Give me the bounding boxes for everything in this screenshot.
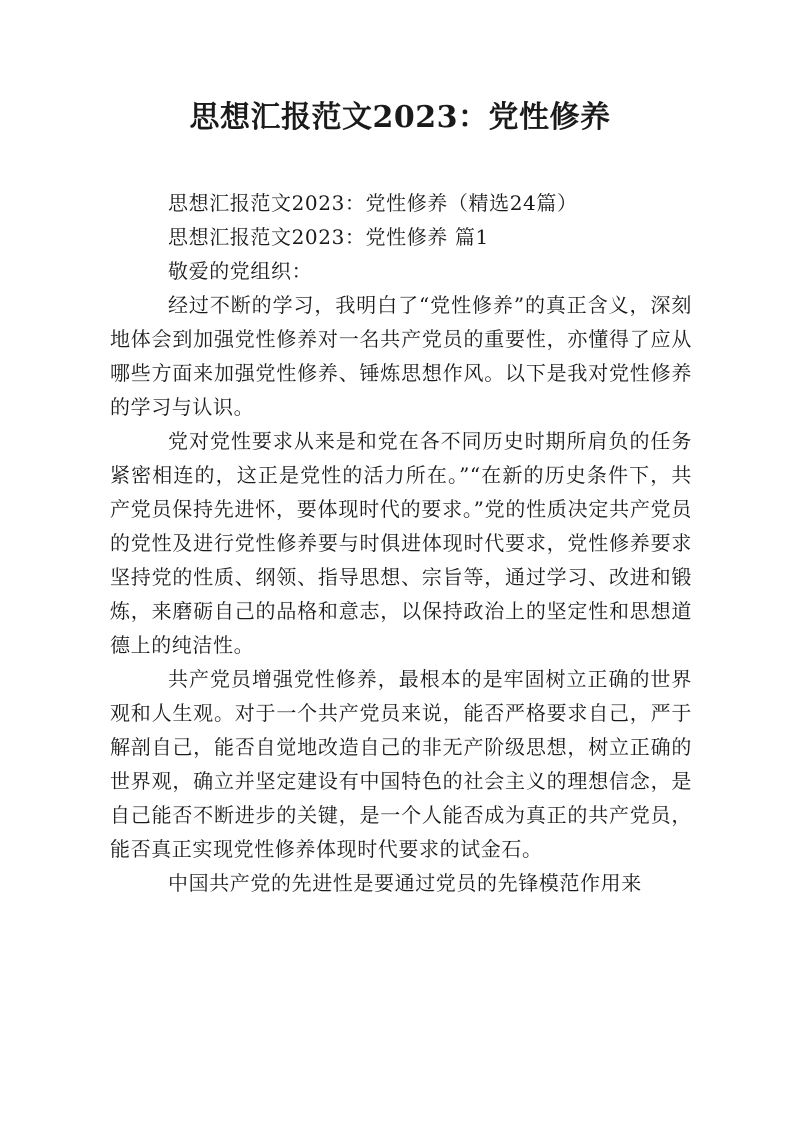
body-paragraph: 党对党性要求从来是和党在各不同历史时期所肩负的任务紧密相连的，这正是党性的活力所在。”“在新的历史条件下，共产党员保持先进怀，要体现时代的要求。”党的性质决定共产党员的党性及进行党性修养要与时俱进体现时代要求，党性修养要求坚持党的性质、纲领、指导思想、宗旨等，通过学习、改进和锻炼，来磨砺自己的品格和意志，以保持政治上的坚定性和思想道德上的纯洁性。 xyxy=(110,429,692,657)
body-paragraph: 共产党员增强党性修养，最根本的是牢固树立正确的世界观和人生观。对于一个共产党员来说，能否严格要求自己，严于解剖自己，能否自觉地改造自己的非无产阶级思想，树立正确的世界观，确立并坚定建设有中国特色的社会主义的理想信念，是自己能否不断进步的关键，是一个人能否成为真正的共产党员，能否真正实现党性修养体现时代要求的试金石。 xyxy=(110,667,692,861)
salutation: 敬爱的党组织： xyxy=(168,259,313,283)
subtitle-line: 思想汇报范文2023：党性修养（精选24篇） xyxy=(168,191,578,215)
document-title: 思想汇报范文2023：党性修养 xyxy=(189,100,611,135)
body-paragraph: 中国共产党的先进性是要通过党员的先锋模范作用来 xyxy=(168,871,642,895)
section-heading: 思想汇报范文2023：党性修养 篇1 xyxy=(168,225,489,249)
document-body xyxy=(110,186,692,900)
body-paragraph: 经过不断的学习，我明白了“党性修养”的真正含义，深刻地体会到加强党性修养对一名共产党员的重要性，亦懂得了应从哪些方面来加强党性修养、锤炼思想作风。以下是我对党性修养的学习与认识。 xyxy=(110,293,692,419)
